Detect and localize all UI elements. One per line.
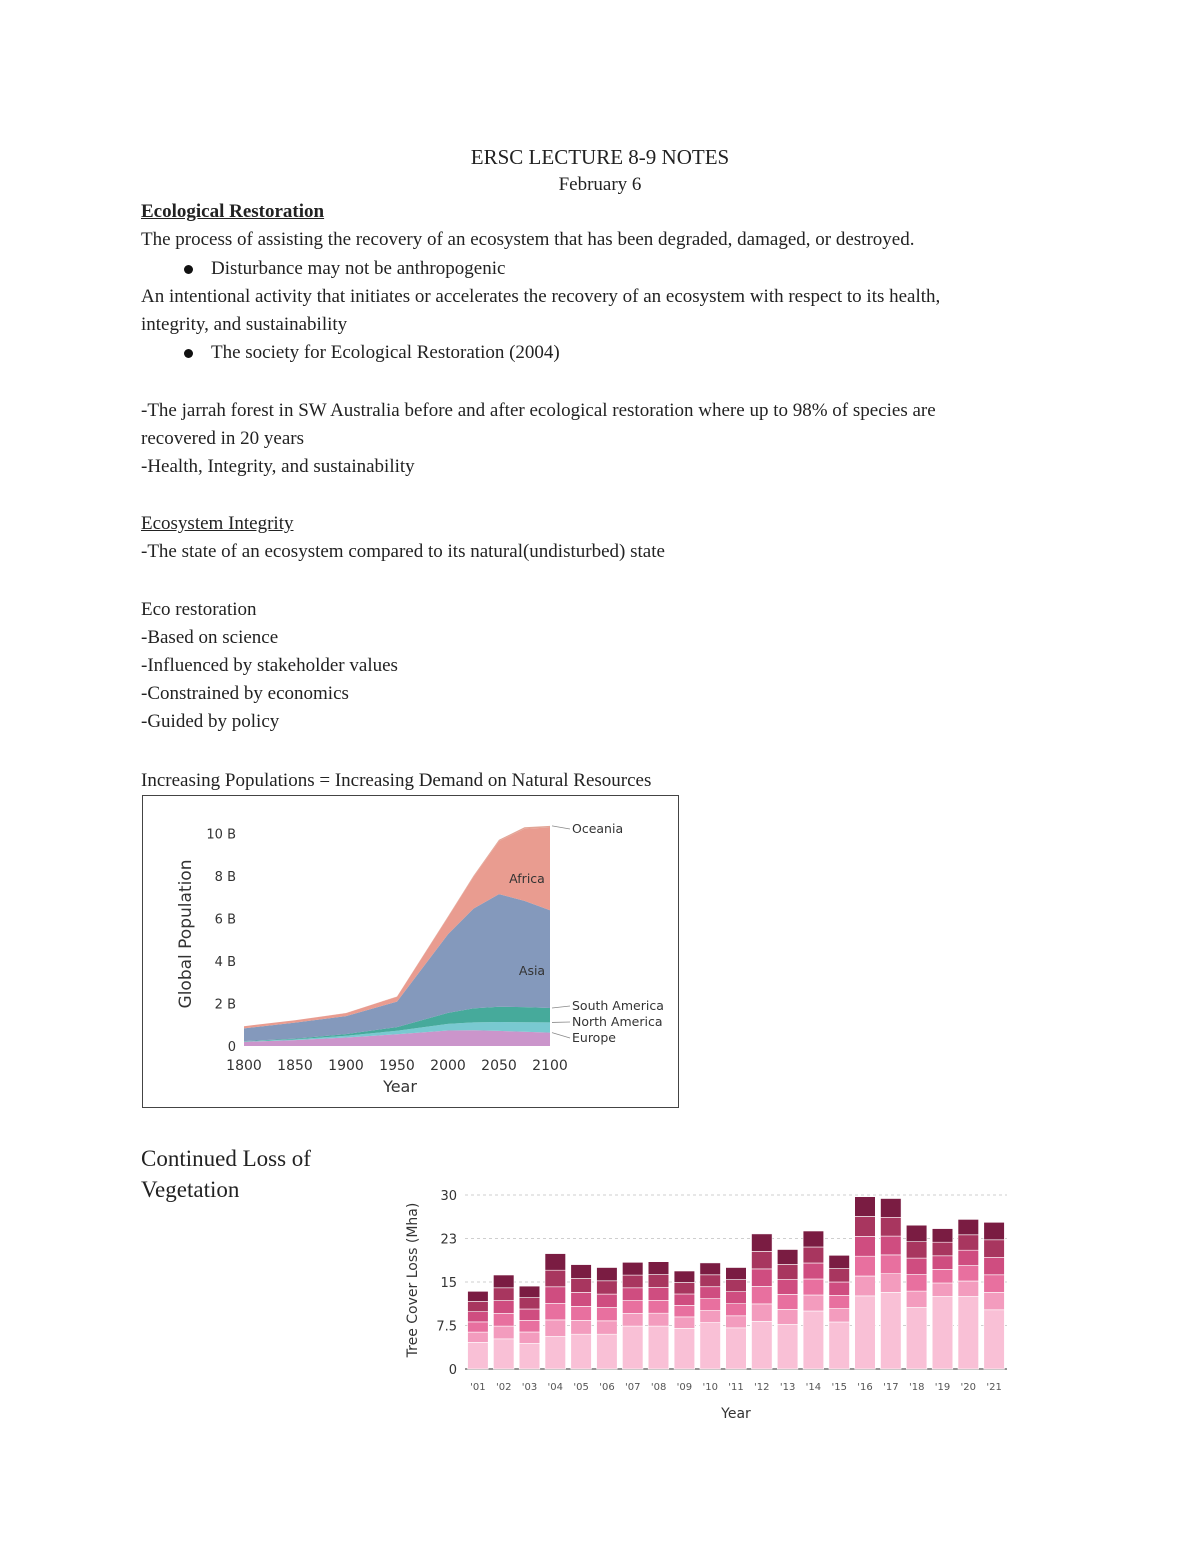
x-tick-label: '02 [495,1382,512,1393]
x-tick-label: 2100 [532,1058,568,1074]
bar-segment [726,1268,747,1280]
x-tick-label: '08 [650,1382,667,1393]
x-tick-label: 2000 [430,1058,466,1074]
bar-segment [519,1298,540,1310]
note-jarrah-line-2: recovered in 20 years [141,428,305,449]
y-tick-label: 4 B [214,955,236,971]
bar-segment [906,1275,927,1292]
bar-segment [700,1323,721,1369]
x-tick-label: '04 [547,1382,564,1393]
bar-segment [571,1279,592,1293]
bar-segment [932,1283,953,1297]
bar-segment [493,1288,514,1301]
bar-segment [958,1235,979,1250]
bar-segment [958,1219,979,1234]
bar-segment [984,1257,1005,1275]
definition-text-1: The process of assisting the recovery of an ecosystem that has been degraded, damaged, or destroyed. [141,229,915,250]
x-tick-label: '12 [754,1382,770,1393]
bar-segment [958,1297,979,1370]
tree-cover-loss-chart [395,1175,1020,1435]
x-tick-label: 1850 [277,1058,313,1074]
bar-segment [906,1225,927,1242]
bullet-item-1: Disturbance may not be anthropogenic [211,258,506,279]
bar-segment [881,1236,902,1255]
bar-segment [468,1342,489,1369]
bar-segment [700,1263,721,1275]
bar-segment [674,1317,695,1329]
bar-segment [648,1326,669,1369]
bar-segment [597,1334,618,1369]
y-tick-label: 10 B [206,827,236,843]
bar-segment [545,1303,566,1320]
bar-segment [622,1313,643,1326]
bar-segment [777,1294,798,1309]
bar-segment [855,1217,876,1237]
bar-segment [571,1265,592,1279]
bar-segment [700,1287,721,1299]
list-item: -Constrained by economics [141,683,349,704]
bar-segment [881,1199,902,1218]
x-tick-label: '10 [702,1382,718,1393]
bar-segment [519,1286,540,1298]
y-tick-label: 30 [440,1189,457,1204]
bar-segment [597,1294,618,1307]
bar-segment [984,1310,1005,1369]
definition-text-2-line-1: An intentional activity that initiates or accelerates the recovery of an ecosystem with respect to its health, [141,286,941,307]
document-date: February 6 [558,174,642,195]
bar-segment [700,1299,721,1311]
bar-segment [700,1275,721,1287]
bar-segment [726,1280,747,1292]
bar-segment [726,1316,747,1328]
x-tick-label: '17 [883,1382,899,1393]
x-tick-label: '09 [676,1382,693,1393]
bar-segment [674,1271,695,1283]
bar-segment [803,1279,824,1295]
bar-segment [752,1286,773,1304]
bar-segment [932,1297,953,1370]
bar-segment [519,1344,540,1370]
bar-segment [803,1263,824,1279]
x-tick-label: '01 [470,1382,486,1393]
legend-label: Oceania [572,821,624,836]
bar-segment [932,1229,953,1243]
bar-segment [571,1320,592,1334]
legend-label: Europe [572,1030,616,1045]
bar-segment [906,1258,927,1275]
bar-segment [752,1304,773,1322]
bar-segment [958,1281,979,1296]
y-axis-title: Tree Cover Loss (Mha) [405,1202,421,1358]
bar-segment [984,1292,1005,1310]
x-tick-label: 1800 [226,1058,262,1074]
y-tick-label: 7.5 [436,1319,457,1335]
bar-segment [881,1274,902,1293]
bar-segment [545,1254,566,1271]
bar-segment [777,1279,798,1294]
note-jarrah-line-1: -The jarrah forest in SW Australia before and after ecological restoration where up to 98% of species are [141,400,936,421]
area-label-asia: Asia [518,963,546,978]
x-tick-label: '05 [573,1382,589,1393]
bar-segment [726,1328,747,1369]
bar-segment [493,1301,514,1314]
bar-segment [752,1251,773,1269]
legend-leader-line [552,1006,570,1008]
bar-segment [752,1269,773,1287]
bar-segment [803,1247,824,1263]
bar-segment [803,1311,824,1369]
x-tick-label: '06 [599,1382,615,1393]
integrity-text: -The state of an ecosystem compared to its natural(undisturbed) state [141,541,665,562]
y-tick-label: 0 [227,1040,236,1055]
x-tick-label: '07 [625,1382,641,1393]
area-label-africa: Africa [509,871,545,886]
bar-segment [984,1240,1005,1258]
bar-segment [752,1234,773,1252]
bar-segment [493,1326,514,1339]
bar-segment [648,1275,669,1288]
bar-segment [622,1262,643,1275]
bar-segment [493,1339,514,1369]
bar-segment [571,1334,592,1369]
y-tick-label: 8 B [214,870,236,886]
section-heading-ecological-restoration: Ecological Restoration [141,201,325,222]
list-item: -Based on science [141,627,279,648]
bar-segment [984,1275,1005,1293]
population-chart [143,796,677,1106]
list-item: -Influenced by stakeholder values [141,655,398,676]
bar-segment [674,1305,695,1317]
document-title: ERSC LECTURE 8-9 NOTES [470,145,730,169]
bar-segment [803,1295,824,1311]
bar-segment [777,1265,798,1280]
legend-leader-line [552,826,570,829]
bar-segment [571,1292,592,1306]
eco-restoration-heading: Eco restoration [141,599,257,620]
x-tick-label: '11 [728,1382,744,1393]
bar-segment [545,1320,566,1337]
x-tick-label: '19 [934,1382,951,1393]
bar-segment [726,1304,747,1316]
bullet-icon [184,265,193,274]
x-tick-label: 2050 [481,1058,517,1074]
bar-segment [829,1295,850,1308]
bar-segment [829,1255,850,1268]
bar-segment [726,1292,747,1304]
vegetation-heading-line-1: Continued Loss of [141,1146,311,1171]
bar-segment [855,1276,876,1296]
bar-segment [468,1312,489,1322]
bar-segment [468,1291,489,1301]
bar-segment [597,1321,618,1334]
bar-segment [829,1322,850,1369]
note-health: -Health, Integrity, and sustainability [141,456,415,477]
x-tick-label: '03 [521,1382,538,1393]
list-item: -Guided by policy [141,711,280,732]
bar-segment [777,1324,798,1369]
bar-segment [752,1321,773,1369]
bar-segment [648,1262,669,1275]
x-axis-title: Year [383,1077,417,1096]
bar-segment [674,1294,695,1306]
y-tick-label: 15 [440,1276,457,1291]
bar-segment [855,1256,876,1276]
bar-segment [571,1306,592,1320]
bar-segment [597,1281,618,1294]
bar-segment [622,1288,643,1301]
legend-leader-line [552,1033,570,1038]
x-tick-label: 1950 [379,1058,415,1074]
bar-segment [545,1270,566,1287]
bar-segment [803,1231,824,1247]
bar-segment [648,1313,669,1326]
bar-segment [777,1309,798,1324]
bar-segment [622,1326,643,1369]
bar-segment [777,1250,798,1265]
bar-segment [855,1296,876,1369]
y-tick-label: 6 B [214,912,236,928]
bar-segment [932,1269,953,1283]
bar-segment [700,1311,721,1323]
vegetation-heading-line-2: Vegetation [141,1177,240,1202]
y-tick-label: 0 [448,1363,457,1378]
legend-label: South America [572,998,664,1013]
x-tick-label: '15 [831,1382,847,1393]
bar-segment [648,1288,669,1301]
population-chart-frame [142,795,679,1108]
bar-segment [493,1275,514,1288]
bar-segment [545,1337,566,1370]
x-tick-label: '21 [986,1382,1002,1393]
bar-segment [906,1242,927,1259]
bar-segment [829,1269,850,1282]
bar-segment [468,1322,489,1332]
bar-segment [468,1332,489,1342]
bar-segment [855,1236,876,1256]
bar-segment [984,1222,1005,1240]
bar-segment [855,1197,876,1217]
bar-segment [958,1266,979,1281]
bullet-item-2: The society for Ecological Restoration (2004) [211,342,560,363]
section-heading-ecosystem-integrity: Ecosystem Integrity [141,513,294,534]
bar-segment [622,1301,643,1314]
y-axis-title: Global Population [176,859,196,1009]
bar-segment [597,1308,618,1321]
x-axis-title: Year [721,1406,751,1422]
bar-segment [648,1300,669,1313]
bar-segment [881,1292,902,1369]
bar-segment [622,1275,643,1288]
bar-segment [829,1282,850,1295]
bar-segment [906,1291,927,1308]
bar-segment [932,1242,953,1256]
bar-segment [493,1313,514,1326]
bar-segment [597,1268,618,1281]
bar-segment [958,1250,979,1265]
x-tick-label: '18 [908,1382,925,1393]
bullet-icon [184,349,193,358]
bar-segment [674,1283,695,1295]
x-tick-label: 1900 [328,1058,364,1074]
bar-segment [545,1287,566,1304]
bar-segment [674,1328,695,1369]
bar-segment [906,1308,927,1370]
definition-text-2-line-2: integrity, and sustainability [141,314,348,335]
x-tick-label: '20 [960,1382,977,1393]
bar-segment [881,1255,902,1274]
bar-segment [829,1309,850,1322]
bar-segment [881,1217,902,1236]
x-tick-label: '14 [805,1382,822,1393]
population-heading: Increasing Populations = Increasing Demand on Natural Resources [141,770,652,791]
bar-segment [468,1302,489,1312]
bar-segment [519,1321,540,1333]
bar-segment [932,1256,953,1270]
bar-segment [519,1332,540,1344]
y-tick-label: 23 [440,1232,457,1248]
x-tick-label: '13 [779,1382,796,1393]
x-tick-label: '16 [857,1382,873,1393]
legend-label: North America [572,1014,663,1029]
bar-segment [519,1309,540,1321]
y-tick-label: 2 B [214,997,236,1013]
